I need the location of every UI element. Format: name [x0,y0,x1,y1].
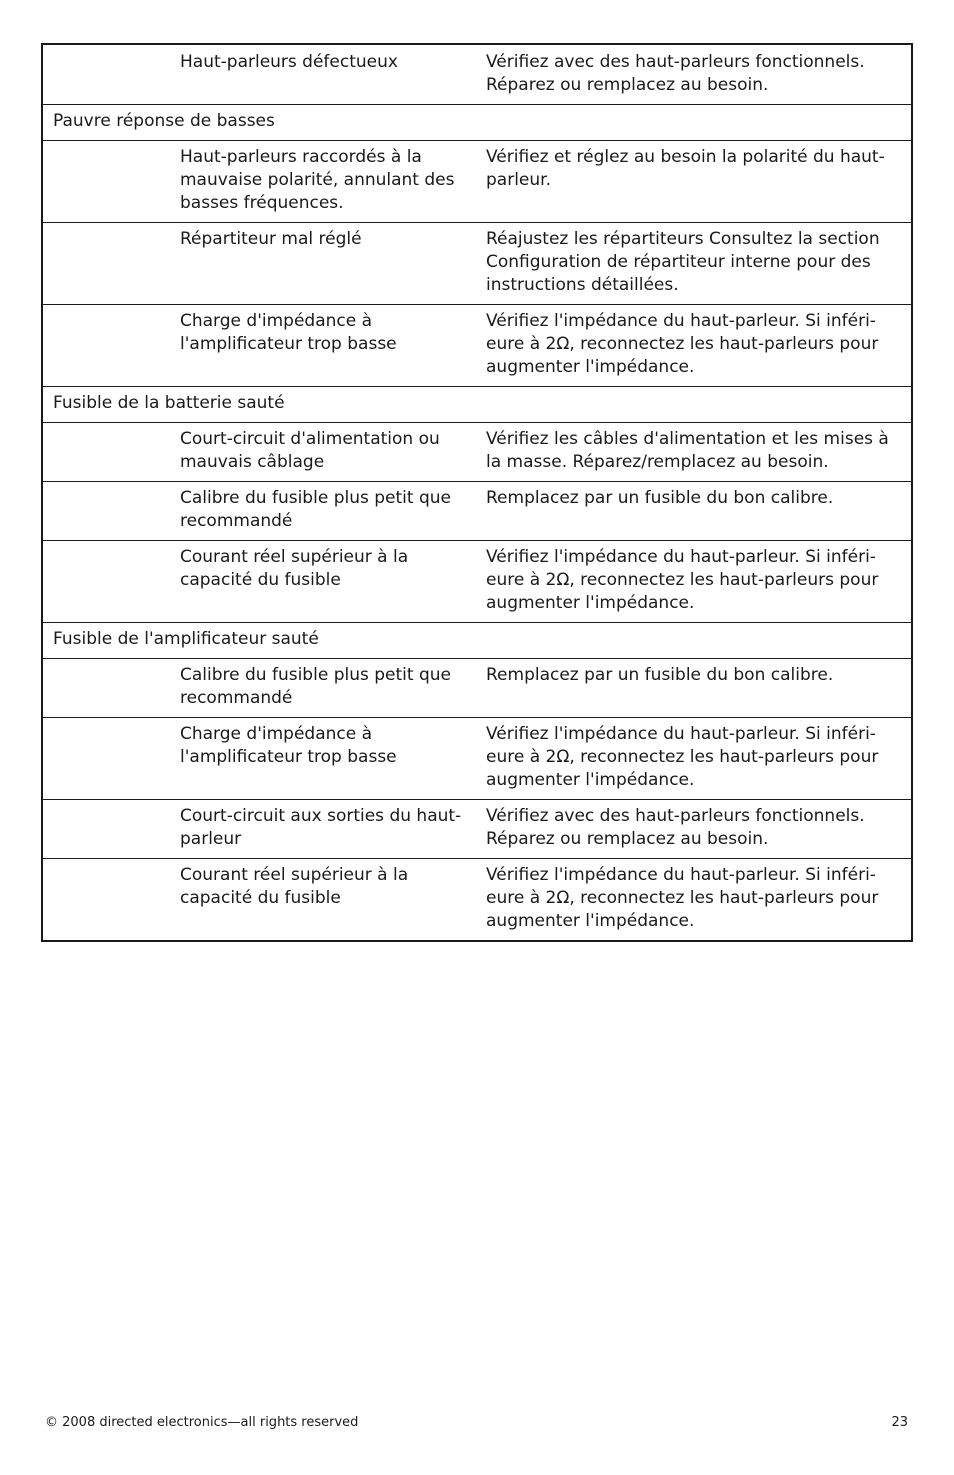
symptom-cell-empty [42,800,180,859]
solution-cell: Réajustez les répartiteurs Consultez la section Configuration de répartiteur interne pour des instructions détaillées. [486,223,912,305]
table-row-cause [42,541,912,623]
cause-cell: Calibre du fusible plus petit que recommandé [180,482,486,541]
table-row-cause [42,423,912,482]
symptom-cell-empty [42,423,180,482]
table-row-cause [42,223,912,305]
cause-cell: Charge d'impédance à l'amplificateur trop basse [180,305,486,387]
symptom-cell-empty [42,141,180,223]
symptom-cell-empty [42,541,180,623]
solution-cell: Vérifiez avec des haut-parleurs fonctionnels. Réparez ou remplacez au besoin. [486,800,912,859]
table-row-cause [42,482,912,541]
troubleshooting-table-body [42,44,912,941]
cause-cell: Charge d'impédance à l'amplificateur trop basse [180,718,486,800]
solution-cell: Vérifiez l'impédance du haut-parleur. Si inféri-eure à 2Ω, reconnectez les haut-parleurs pour augmenter l'impédance. [486,305,912,387]
solution-cell: Vérifiez les câbles d'alimentation et les mises à la masse. Réparez/remplacez au besoin. [486,423,912,482]
solution-cell: Vérifiez avec des haut-parleurs fonctionnels. Réparez ou remplacez au besoin. [486,52,865,95]
solution-cell: Remplacez par un fusible du bon calibre. [486,659,912,718]
solution-cell: Remplacez par un fusible du bon calibre. [486,482,912,541]
cause-cell: Haut-parleurs raccordés à la mauvaise polarité, annulant des basses fréquences. [180,141,486,223]
symptom-cell-empty [42,482,180,541]
troubleshooting-table [41,43,913,942]
table-row-cause [42,718,912,800]
table-row-cause [42,859,912,942]
cause-cell: Courant réel supérieur à la capacité du fusible [180,859,486,942]
solution-cell: Vérifiez et réglez au besoin la polarité du haut-parleur. [486,141,912,223]
solution-cell: Vérifiez l'impédance du haut-parleur. Si inféri-eure à 2Ω, reconnectez les haut-parleurs pour augmenter l'impédance. [486,859,912,942]
table-row-cause [42,44,912,105]
cause-cell: Court-circuit aux sorties du haut-parleur [180,800,486,859]
cause-cell: Courant réel supérieur à la capacité du fusible [180,541,486,623]
cause-cell: Court-circuit d'alimentation ou mauvais câblage [180,423,486,482]
symptom-cell-empty [42,718,180,800]
symptom-cell-empty [42,44,180,105]
table-row-symptom-heading [42,105,912,141]
solution-cell: Vérifiez l'impédance du haut-parleur. Si inféri-eure à 2Ω, reconnectez les haut-parleurs pour augmenter l'impédance. [486,718,912,800]
table-row-cause [42,141,912,223]
symptom-heading: Fusible de la batterie sauté [42,387,912,423]
symptom-cell-empty [42,223,180,305]
symptom-heading: Pauvre réponse de basses [42,105,912,141]
symptom-cell-empty [42,305,180,387]
symptom-cell-empty [42,859,180,942]
cause-cell: Répartiteur mal réglé [180,223,486,305]
table-row-cause [42,659,912,718]
solution-cell: Vérifiez l'impédance du haut-parleur. Si inféri-eure à 2Ω, reconnectez les haut-parleurs pour augmenter l'impédance. [486,541,912,623]
symptom-heading: Fusible de l'amplificateur sauté [42,623,912,659]
table-row-cause [42,305,912,387]
table-row-symptom-heading [42,623,912,659]
table-row-cause [42,800,912,859]
symptom-cell-empty [42,659,180,718]
page-number: 23 [891,1415,908,1430]
footer-copyright: © 2008 directed electronics—all rights reserved [45,1415,359,1430]
table-row-symptom-heading [42,387,912,423]
cause-cell: Calibre du fusible plus petit que recommandé [180,659,486,718]
cause-cell: Haut-parleurs défectueux [180,52,398,72]
